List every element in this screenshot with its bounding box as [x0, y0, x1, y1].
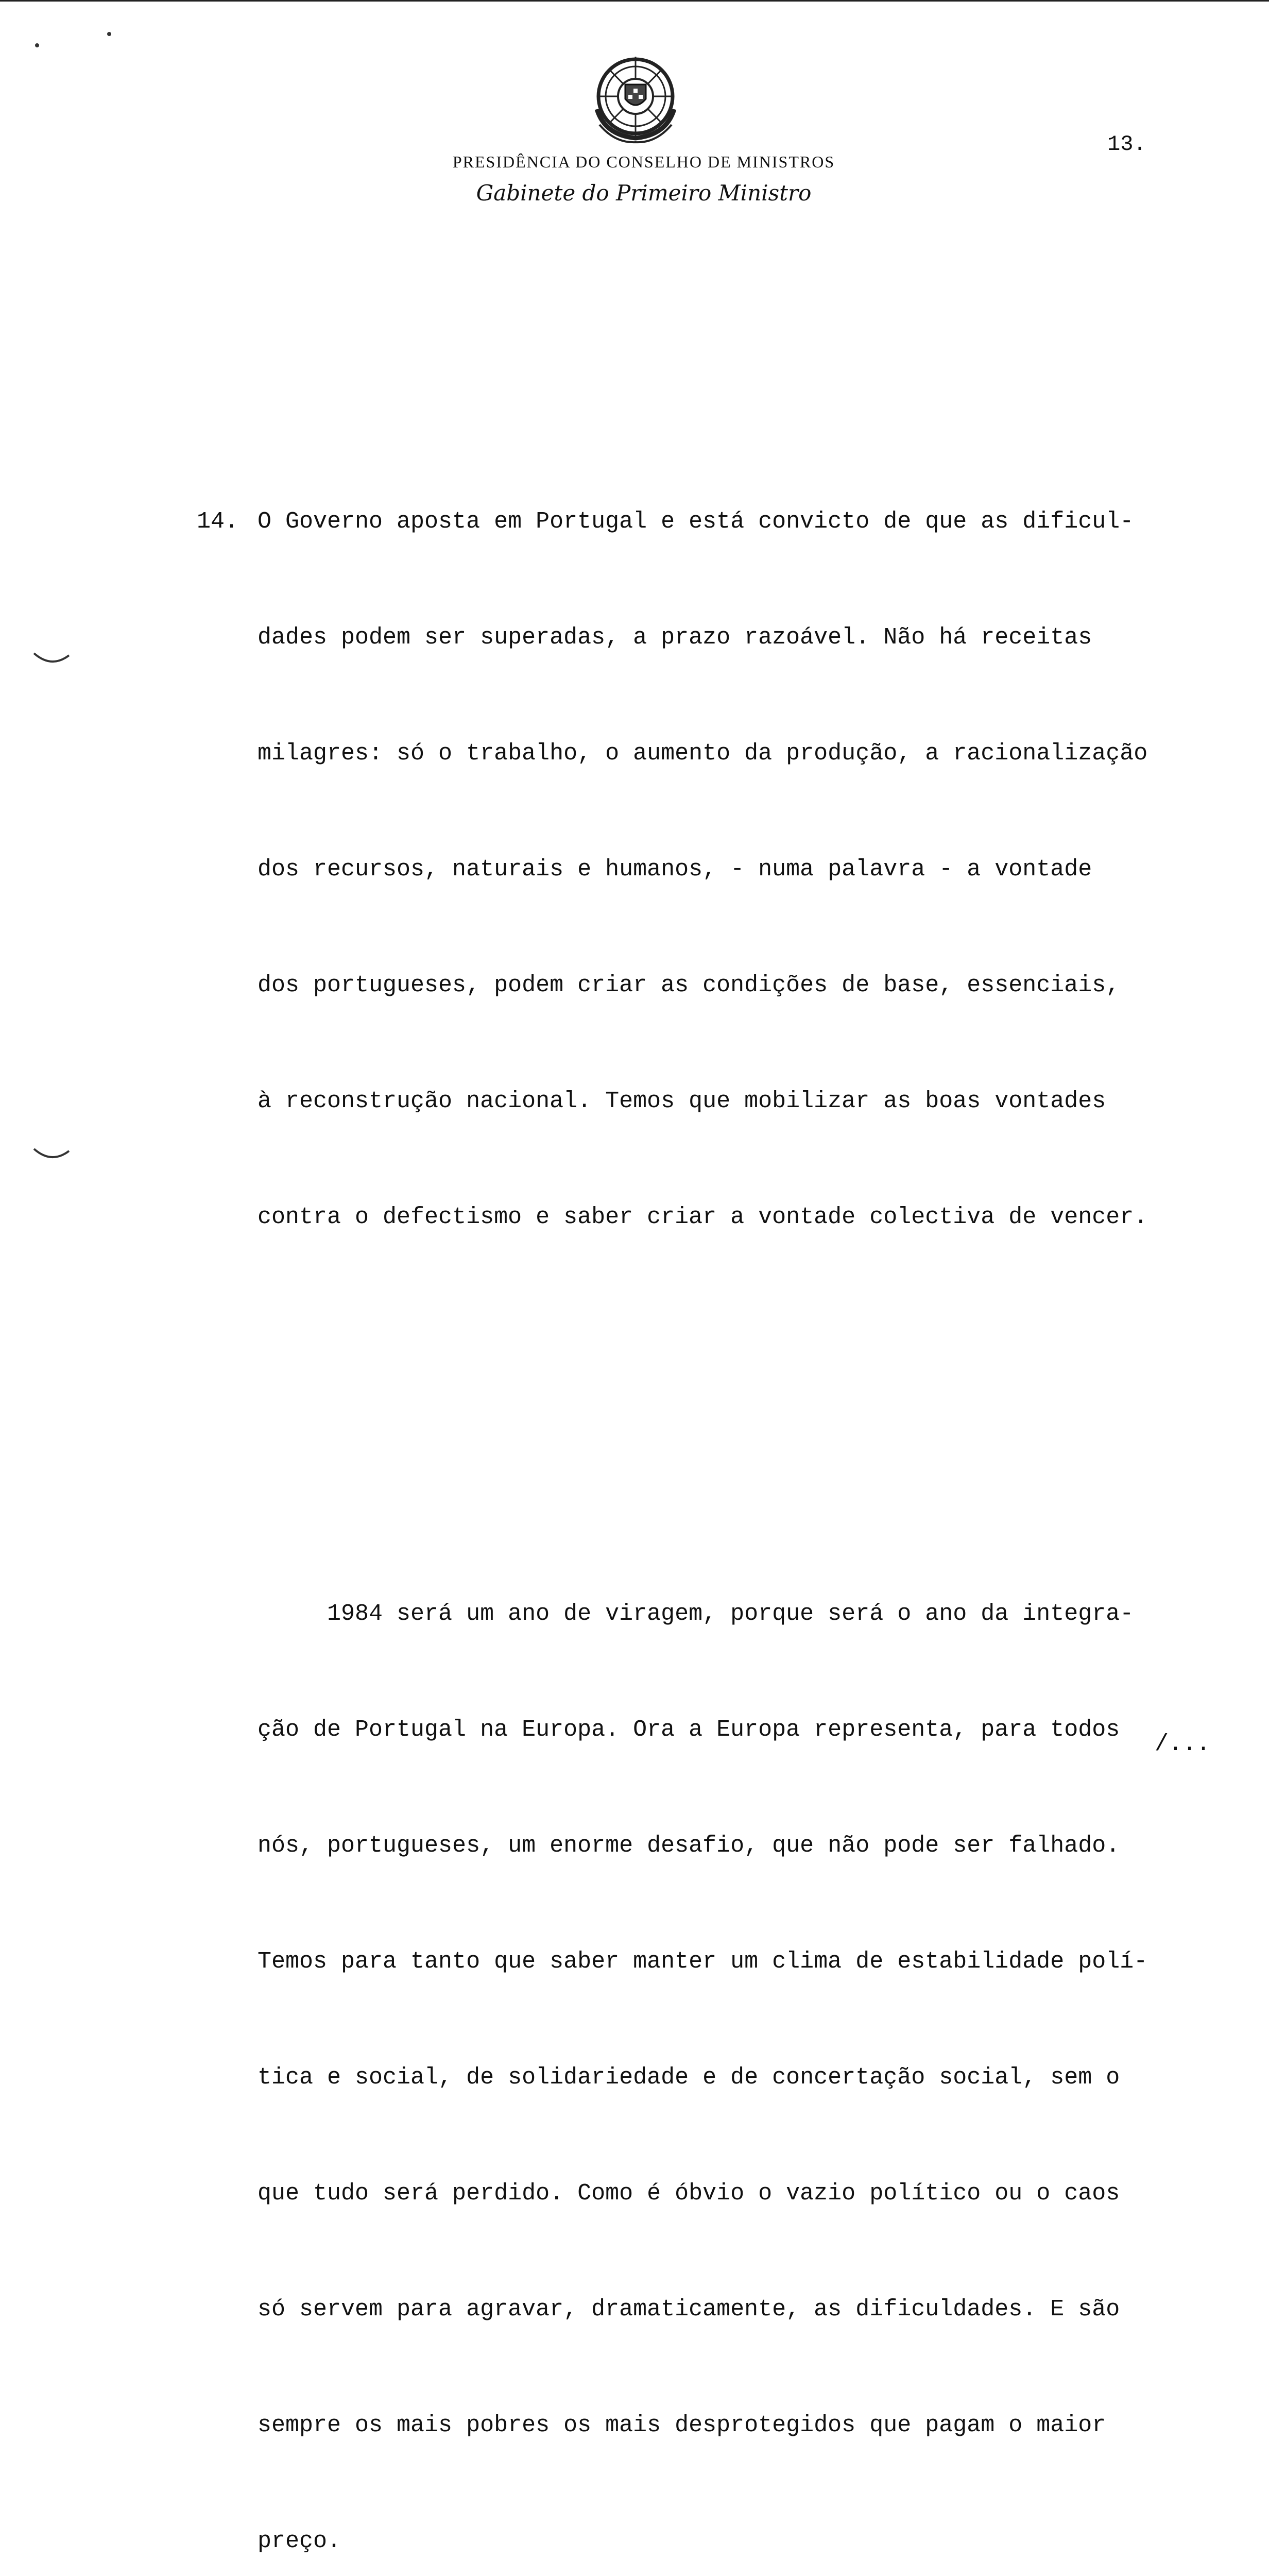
margin-mark: [32, 650, 71, 666]
text-line: Temos para tanto que saber manter um clima de estabilidade polí-: [258, 1948, 1148, 1975]
continuation-mark: /...: [1155, 1731, 1211, 1757]
paragraph: [197, 425, 1253, 1314]
text-line: sempre os mais pobres os mais desprotegidos que pagam o maior: [258, 2412, 1106, 2438]
text-line: milagres: só o trabalho, o aumento da produção, a racionalização: [258, 740, 1148, 767]
top-border-line: [0, 0, 1269, 2]
text-line: dades podem ser superadas, a prazo razoável. Não há receitas: [258, 624, 1092, 651]
text-line: dos portugueses, podem criar as condições de base, essenciais,: [258, 972, 1120, 998]
paragraph: [197, 1517, 1253, 2576]
header-subtitle: Gabinete do Primeiro Ministro: [476, 180, 812, 206]
text-line: dos recursos, naturais e humanos, - numa palavra - a vontade: [258, 856, 1092, 883]
header-title: PRESIDÊNCIA DO CONSELHO DE MINISTROS: [452, 152, 835, 171]
text-line: contra o defectismo e saber criar a vontade colectiva de vencer.: [258, 1204, 1148, 1230]
scan-specks: [0, 0, 155, 62]
text-line: 1984 será um ano de viragem, porque será o ano da integra-: [258, 1601, 1134, 1627]
paragraph-number: 14.: [197, 509, 239, 535]
text-line: preço.: [258, 2528, 341, 2554]
text-line: tica e social, de solidariedade e de concertação social, sem o: [258, 2064, 1120, 2091]
text-line: ção de Portugal na Europa. Ora a Europa representa, para todos: [258, 1717, 1120, 1743]
text-line: 14. O Governo aposta em Portugal e está convicto de que as dificul-: [197, 502, 1253, 541]
text-line: que tudo será perdido. Como é óbvio o vazio político ou o caos: [258, 2180, 1120, 2207]
coat-of-arms-emblem: [584, 47, 688, 145]
margin-mark: [32, 1146, 71, 1161]
page-number: 13.: [1107, 132, 1146, 157]
text-line: à reconstrução nacional. Temos que mobilizar as boas vontades: [258, 1088, 1106, 1114]
document-body: [197, 309, 1253, 2576]
text-line: nós, portugueses, um enorme desafio, que não pode ser falhado.: [258, 1833, 1120, 1859]
text-line: só servem para agravar, dramaticamente, as dificuldades. E são: [258, 2296, 1120, 2323]
